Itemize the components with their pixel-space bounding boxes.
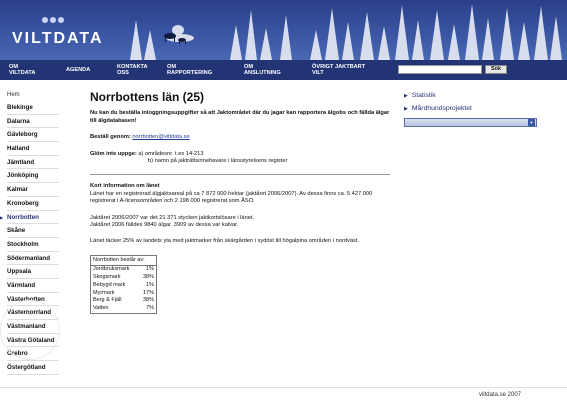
nav-label: VILT (312, 70, 324, 76)
logo-icon (40, 14, 70, 26)
info-paragraph-hunt (90, 215, 390, 230)
nav-kontakta-oss[interactable] (108, 64, 158, 77)
nav-label: OM (167, 63, 177, 70)
sidebar-item-vastmanland[interactable]: Västmanland (7, 320, 59, 334)
sidebar-home-link[interactable]: Hem (7, 92, 20, 98)
sidebar-item-orebro[interactable]: Örebro (7, 347, 59, 361)
nav-om-rapportering[interactable] (158, 64, 235, 77)
nav-label: ANSLUTNING (244, 70, 281, 76)
sidebar-item-sodermanland[interactable]: Södermanland (7, 252, 59, 266)
arrow-right-icon: ▶ (404, 93, 408, 99)
nav-label: OM (9, 63, 19, 70)
sidebar-item-jamtland[interactable]: Jämtland (7, 156, 59, 170)
sidebar-item-kronoberg[interactable]: Kronoberg (7, 197, 59, 211)
hunt-kills: Jaktåret 2006 fälldes 9840 älgar. 3909 av dessa var kalvar. (90, 222, 239, 229)
order-label: Beställ genom: (90, 134, 131, 141)
search-button[interactable]: Sök (485, 65, 507, 74)
sidebar-item-kalmar[interactable]: Kalmar (7, 183, 59, 197)
remember-item-a: a) områdesnr. t.ex 14-213 (138, 150, 204, 157)
footer-text: viltdata.se 2007 (478, 392, 521, 398)
nav-label: AGENDA (66, 66, 91, 73)
nav-om-anslutning[interactable] (235, 64, 303, 77)
nav-om-viltdata[interactable] (0, 64, 57, 77)
sidebar-item-stockholm[interactable]: Stockholm (7, 238, 59, 252)
page-title: Norrbottens län (25) (90, 90, 205, 104)
remember-block (90, 151, 390, 166)
main-content (90, 90, 390, 314)
table-row: Myrmark 17% (93, 289, 154, 296)
forest-banner-image (120, 0, 567, 60)
land-composition-table (90, 255, 157, 314)
sidebar-item-halland[interactable]: Halland (7, 142, 59, 156)
nav-label: OSS (117, 70, 129, 76)
watermark-seal (0, 300, 60, 360)
sidebar-item-norrbotten[interactable]: ▶ Norrbotten (7, 211, 59, 225)
remember-label: Glöm inte uppge: (90, 150, 137, 157)
sidebar-item-uppsala[interactable]: Uppsala (7, 265, 59, 279)
nav-label: RAPPORTERING (167, 70, 213, 76)
nav-label: KONTAKTA (117, 63, 148, 70)
sidebar-item-blekinge[interactable]: Blekinge (7, 101, 59, 115)
sidebar-item-jonkoping[interactable]: Jönköping (7, 169, 59, 183)
sidebar-item-vasternorrland[interactable]: Västernorrland (7, 306, 59, 320)
table-row: Berg & Fjäll 38% (93, 297, 154, 304)
info-heading: Kort information om länet (90, 183, 160, 190)
sidebar-item-skane[interactable]: Skåne (7, 224, 59, 238)
order-line (90, 134, 390, 141)
nav-label: OM (244, 63, 254, 70)
table-row: Vatten 7% (93, 305, 154, 312)
table-row: Bebygd mark 1% (93, 281, 154, 288)
nav-agenda[interactable] (57, 67, 108, 74)
sidebar-item-ostergotland[interactable]: Östergötland (7, 361, 59, 375)
table-row: Skogsmark 38% (93, 274, 154, 281)
info-paragraph-area: Länet har en registrerad älgjaktsareal på ca 7 872 000 hektar (jaktåret 2006/2007). Av dessa finns ca. 5 427 000 registrerat i A-licensområden och 2 198 000 registrerat som ÅSO. (90, 190, 373, 205)
sidebar-item-vasterbotten[interactable]: Västerbotten (7, 293, 59, 307)
hunt-licenses: Jaktåret 2006/2007 var det 21 371 stycken jaktkortslösare i länet. (90, 214, 255, 221)
right-panel (404, 92, 539, 127)
info-paragraph-coverage: Länet täcker 25% av landets yta med jaktmarker från skärgården i sydöst till högalpina områden i nordväst. (90, 238, 360, 245)
nav-ovrigt-jaktbart-vilt[interactable] (303, 64, 393, 77)
intro-text: Nu kan du beställa inloggningsuppgifter så att Jaktområdet där du jagar kan rapportera älgobs och fällda älgar till älgdatabasen! (90, 110, 390, 124)
order-email-link[interactable]: norrbotten@viltdata.se (132, 134, 190, 141)
site-header (0, 0, 567, 60)
sidebar-item-varmland[interactable]: Värmland (7, 279, 59, 293)
sidebar-item-gavleborg[interactable]: Gävleborg (7, 128, 59, 142)
remember-item-b: b) namn på jakträttsinnehavare i länsstyrelsens register (148, 158, 288, 165)
statistik-link[interactable]: ▶ Statistik (404, 92, 436, 99)
arrow-right-icon: ▶ (404, 106, 408, 112)
nav-label: ÖVRIGT JAKTBART (312, 63, 366, 70)
nav-label: VILTDATA (9, 70, 36, 76)
sidebar-item-vastra-gotaland[interactable]: Västra Götaland (7, 334, 59, 348)
sidebar-item-dalarna[interactable]: Dalarna (7, 115, 59, 129)
mardhund-link[interactable]: ▶ Mårdhundsprojektet (404, 105, 472, 112)
footer-divider (0, 387, 567, 388)
chevron-down-icon: ▼ (529, 120, 534, 125)
search-input[interactable] (398, 65, 482, 74)
site-logo[interactable]: VILTDATA (12, 30, 104, 47)
table-heading: Norrbotten består av: (91, 256, 156, 266)
table-row: Jordbruksmark 1% (93, 266, 154, 273)
mardhund-select[interactable] (404, 118, 537, 127)
divider (90, 174, 390, 175)
